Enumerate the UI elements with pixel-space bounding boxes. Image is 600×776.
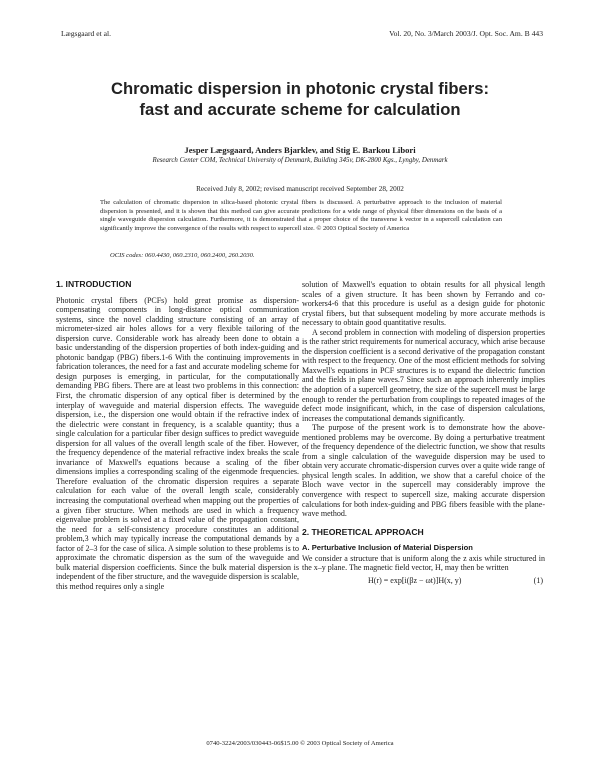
section-1-heading: 1. INTRODUCTION bbox=[56, 279, 132, 289]
title-line-2: fast and accurate scheme for calculation bbox=[139, 100, 461, 119]
running-header-journal: Vol. 20, No. 3/March 2003/J. Opt. Soc. Am. B 443 bbox=[389, 29, 543, 38]
page-footer: 0740-3224/2003/030443-06$15.00 © 2003 Optical Society of America bbox=[206, 740, 394, 747]
ocis-codes: OCIS codes: 060.4430, 060.2310, 060.2400, 260.2030. bbox=[110, 252, 255, 259]
affiliation: Research Center COM, Technical University of Denmark, Building 345v, DK-2800 Kgs., Lyngby, Denmark bbox=[152, 157, 448, 164]
intro-paragraph: Photonic crystal fibers (PCFs) hold great promise as dispersion-compensating components in long-distance optical communication systems, since the novel cladding structure consisting of an array of micrometer-sized air holes allows for a very flexible tailoring of the dispersion curve. Considerable work has already been done to obtain a basic understanding of the dispersion properties of both index-guiding and photonic bandgap (PBG) fibers.1-6 With the continuing improvements in fabrication tolerances, the need for a fast and accurate modeling scheme for design purposes is emerging, in particular, for the computationally demanding PBG fibers. There are at least two problems in this connection: First, the chromatic dispersion of any optical fiber is determined by the interplay of waveguide and material dispersion effects. The waveguide dispersion, i.e., the dispersion one would obtain if the refractive index of the dielectric were constant in frequency, is a scalable quantity; thus a single calculation for a particular fiber design suffices to predict waveguide dispersion for all values of the overall length scale of the fiber. However, the frequency dependence of the material refractive index breaks the scale invariance of Maxwell's equations because a scaling of the fiber dimensions implies a corresponding scaling of the eigenmode frequencies. Therefore evaluation of the chromatic dispersion requires a separate calculation for each value of the overall length scale, considerably increasing the computational overhead when mapping out the properties of a given fiber structure. When methods are used in which a frequency eigenvalue problem is solved at a fixed value of the propagation constant, the need for a self-consistency procedure constitutes an additional problem,3 which may typically increase the computational demands by a factor of 2–3 for the case of silica. A simple solution to these problems is to approximate the chromatic dispersion as the sum of the waveguide and bulk material dispersion coefficients. Since the bulk material dispersion is independent of the fiber structure, and the waveguide dispersion is scalable, this method requires only a single bbox=[56, 295, 299, 591]
left-column bbox=[56, 280, 299, 592]
right-paragraph-2: A second problem in connection with modeling of dispersion properties is the rather strict requirements for numerical accuracy, which arise because the dispersion coefficient is a second derivative of the propagation constant with respect to the frequency. One of the most efficient methods for solving Maxwell's equations in PCF structures is to expand the dielectric function and the fields in plane waves.7 Since such an approach inherently implies the adoption of a supercell geometry, the size of the supercell must be large enough to render the perturbation from couplings to repeated images of the defect mode insignificant, which, in the case of dispersion calculations, increases the computational demands significantly. bbox=[302, 327, 545, 423]
right-paragraph-1: solution of Maxwell's equation to obtain results for all physical length scales of a given structure. It has been shown by Ferrando and co-workers4-6 that this procedure is useful as a design guide for photonic crystal fibers, but that subsequent modeling by more accurate methods is necessary to obtain good quantitative results. bbox=[302, 280, 545, 328]
title-line-1: Chromatic dispersion in photonic crystal fibers: bbox=[110, 79, 490, 98]
equation-body: H(r) = exp[i(βz − ωt)]H(x, y) bbox=[368, 575, 462, 585]
running-header-authors: Lægsgaard et al. bbox=[61, 29, 111, 38]
equation-number: (1) bbox=[533, 575, 543, 585]
subsection-paragraph: We consider a structure that is uniform along the z axis while structured in the x–y plane. The magnetic field vector, H, may then be written bbox=[302, 553, 545, 573]
abstract: The calculation of chromatic dispersion in silica-based photonic crystal fibers is discussed. A perturbative approach to the inclusion of material dispersion is presented, and it is shown that this method can give accurate predictions for a wide range of physical fiber dimensions on the basis of a single waveguide dispersion calculation. Furthermore, it is demonstrated that a proper choice of the transverse k vector in a supercell calculation can significantly improve the convergence of the results with respect to supercell size. © 2003 Optical Society of America bbox=[100, 199, 502, 233]
right-paragraph-3: The purpose of the present work is to demonstrate how the above-mentioned problems may be overcome. By doing a perturbative treatment of the frequency dependence of the dielectric function, we show that results from a single calculation of the waveguide dispersion may be used to obtain very accurate chromatic-dispersion curves over a quite wide range of physical length scales. In addition, we show that a careful choice of the Bloch wave vector in the supercell may considerably improve the convergence with respect to supercell size, making accurate dispersion calculations for both index-guiding and PBG fibers feasible with the plane-wave method. bbox=[302, 423, 546, 519]
paper-title bbox=[0, 78, 600, 120]
right-column bbox=[302, 280, 545, 590]
section-2-heading: 2. THEORETICAL APPROACH bbox=[302, 526, 424, 537]
author-list: Jesper Lægsgaard, Anders Bjarklev, and Stig E. Barkou Libori bbox=[184, 145, 416, 155]
equation-1 bbox=[302, 576, 545, 590]
received-dates: Received July 8, 2002; revised manuscript received September 28, 2002 bbox=[196, 185, 404, 193]
subsection-a-heading: A. Perturbative Inclusion of Material Dispersion bbox=[302, 543, 473, 553]
